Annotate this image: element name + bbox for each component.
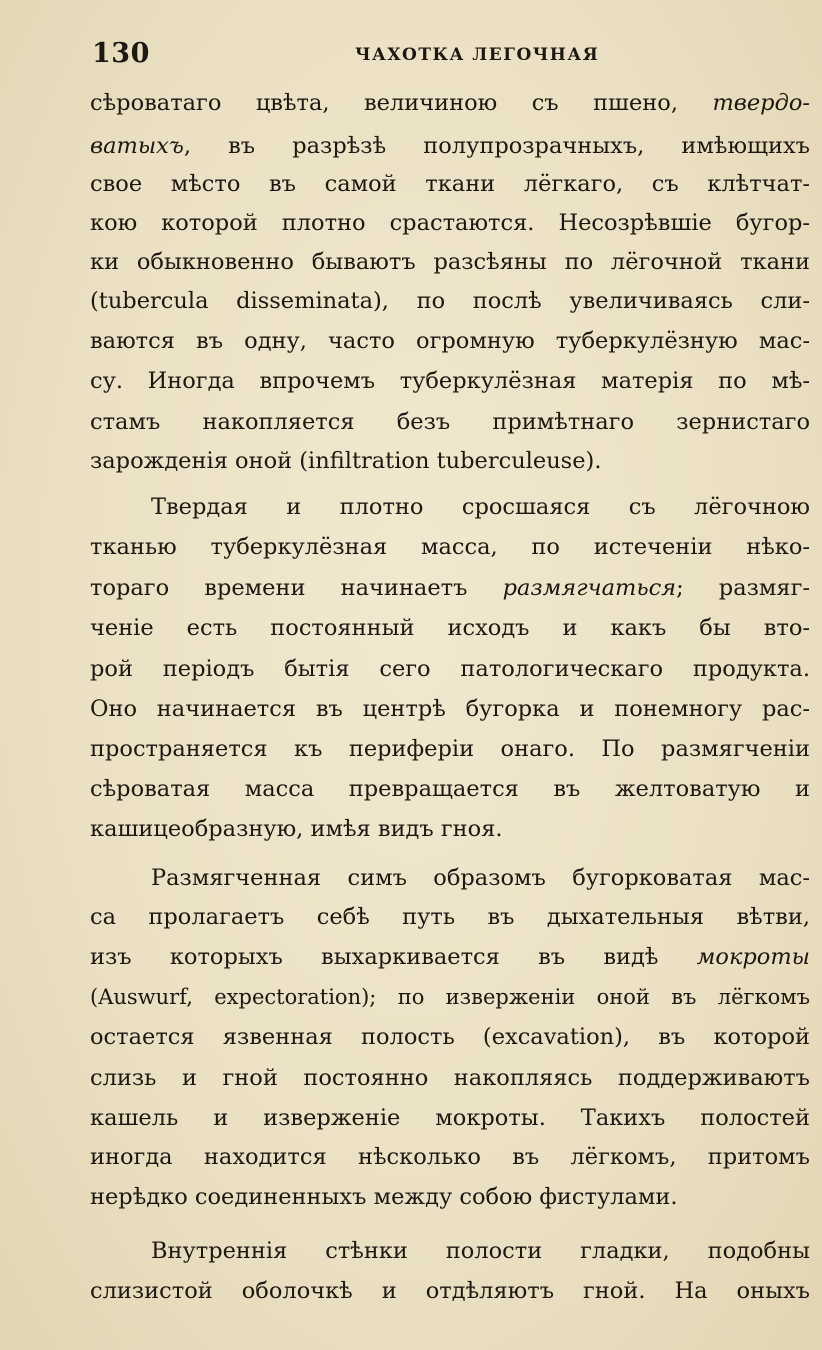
text-line: ченіе есть постоянный исходъ и какъ бы вто- (90, 615, 810, 641)
text-line: Оно начинается въ центрѣ бугорка и понемногу рас- (90, 696, 810, 722)
text-line: изъ которыхъ выхаркивается въ видѣ мокроты (90, 944, 810, 970)
text-line: рой періодъ бытія сего патологическаго продукта. (90, 656, 810, 682)
text-line: ки обыкновенно бываютъ разсѣяны по лёгочной ткани (90, 249, 810, 275)
text-line: Внутреннія стѣнки полости гладки, подобны (151, 1238, 810, 1264)
text-line: нерѣдко соединенныхъ между собою фистулами. (90, 1184, 678, 1210)
text-line: кашель и изверженіе мокроты. Такихъ полостей (90, 1105, 810, 1131)
text-line: кашицеобразную, имѣя видъ гноя. (90, 816, 503, 842)
text-line: сѣроватаго цвѣта, величиною съ пшено, твердо- (90, 90, 810, 116)
text-line: су. Иногда впрочемъ туберкулёзная матерія по мѣ- (90, 368, 810, 394)
text-line: слизь и гной постоянно накопляясь поддерживаютъ (90, 1065, 810, 1091)
text-line: пространяется къ периферіи онаго. По размягченіи (90, 736, 810, 762)
text-line: остается язвенная полость (excavation), въ которой (90, 1024, 810, 1050)
text-line: сѣроватая масса превращается въ желтоватую и (90, 776, 810, 802)
text-line: слизистой оболочкѣ и отдѣляютъ гной. На оныхъ (90, 1278, 810, 1304)
text-line: кою которой плотно срастаются. Несозрѣвшіе бугор- (90, 210, 810, 236)
text-line: стамъ накопляется безъ примѣтнаго зернистаго (90, 409, 810, 435)
text-line: (tubercula disseminata), по послѣ увеличиваясь сли- (90, 288, 810, 314)
page-number: 130 (92, 38, 150, 69)
running-title: ЧАХОТКА ЛЕГОЧНАЯ (355, 45, 600, 65)
text-line: ватыхъ, въ разрѣзѣ полупрозрачныхъ, имѣющихъ (90, 133, 810, 159)
text-line: тканью туберкулёзная масса, по истеченіи нѣко- (90, 534, 810, 560)
text-line: Размягченная симъ образомъ бугорковатая мас- (151, 865, 810, 891)
text-line: (Auswurf, expectoration); по изверженіи оной въ лёгкомъ (90, 985, 810, 1009)
text-line: са пролагаетъ себѣ путь въ дыхательныя вѣтви, (90, 904, 810, 930)
text-line: свое мѣсто въ самой ткани лёгкаго, съ клѣтчат- (90, 171, 810, 197)
text-line: тораго времени начинаетъ размягчаться; размяг- (90, 575, 810, 601)
text-line: зарожденія оной (infiltration tuberculeuse). (90, 448, 602, 474)
text-line: иногда находится нѣсколько въ лёгкомъ, притомъ (90, 1144, 810, 1170)
text-line: ваются въ одну, часто огромную туберкулёзную мас- (90, 328, 810, 354)
text-line: Твердая и плотно сросшаяся съ лёгочною (151, 494, 810, 520)
